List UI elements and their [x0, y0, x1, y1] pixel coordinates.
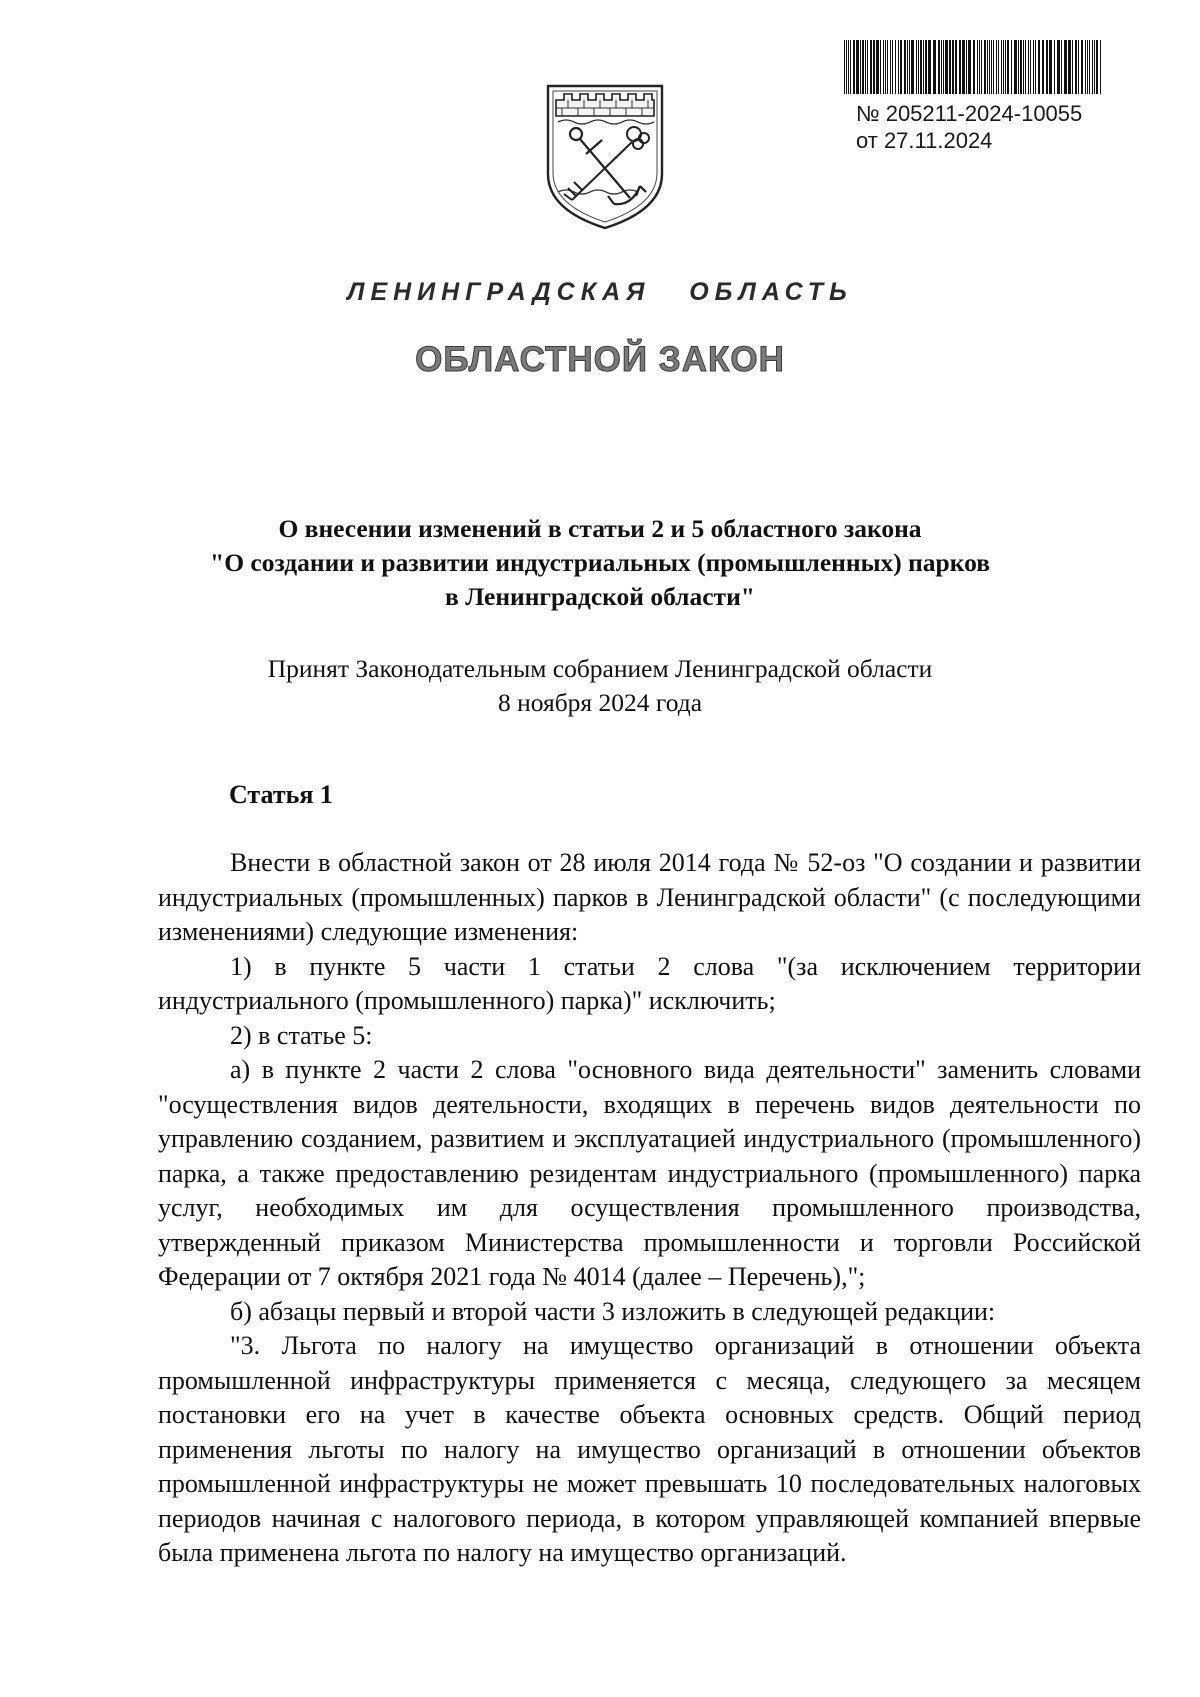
article-paragraph: а) в пункте 2 части 2 слова "основного вида деятельности" заменить словами "осуществления видов деятельности, входящих в перечень видов деятельности по управлению созданием, развитием и эксплуатацией индустриального (промышленного) парка, а также предоставлению резидентам индустриального (промышленного) парка услуг, необходимых им для осуществления промышленного производства, утвержденный приказом Министерства промышленности и торговли Российской Федерации от 7 октября 2021 года № 4014 (далее – Перечень),";	[158, 1055, 1141, 1291]
barcode-image	[842, 40, 1105, 94]
adoption-body: Принят Законодательным собранием Ленинградской области	[267, 654, 933, 683]
document-type: ОБЛАСТНОЙ ЗАКОН	[415, 340, 785, 379]
law-title-line: в Ленинградской области"	[445, 582, 755, 611]
article-paragraph: 1) в пункте 5 части 1 статьи 2 слова "(за исключением территории индустриального (промышленного) парка)" исключить;	[158, 951, 1141, 1015]
article-paragraph: "3. Льгота по налогу на имущество организаций в отношении объекта промышленной инфраструктуры применяется с месяца, следующего за месяцем постановки его на учет в качестве объекта основных средств. Общий период применения льготы по налогу на имущество организаций в отношении объектов промышленной инфраструктуры не может превышать 10 последовательных налоговых периодов начиная с налогового периода, в котором управляющей компанией впервые была применена льгота по налогу на имущество организаций.	[158, 1331, 1141, 1567]
adoption-date: 8 ноября 2024 года	[497, 688, 703, 717]
article-heading: Статья 1	[229, 780, 333, 809]
article-paragraph: Внести в областной закон от 28 июля 2014 года № 52-оз "О создании и развитии индустриальных (промышленных) парков в Ленинградской области" (с последующими изменениями) следующие изменения:	[158, 848, 1141, 946]
law-title-line: "О создании и развитии индустриальных (промышленных) парков	[210, 548, 990, 577]
law-title-line: О внесении изменений в статьи 2 и 5 областного закона	[278, 514, 922, 543]
article-paragraph: 2) в статье 5:	[230, 1020, 373, 1050]
registration-block	[856, 100, 1082, 154]
article-body	[158, 846, 1141, 1571]
registration-date: от 27.11.2024	[856, 128, 993, 153]
article-paragraph: б) абзацы первый и второй части 3 изложить в следующей редакции:	[230, 1296, 996, 1326]
coat-of-arms-emblem	[542, 82, 668, 232]
registration-number: № 205211-2024-10055	[856, 101, 1083, 126]
adoption-note	[100, 652, 1100, 720]
region-name: ЛЕНИНГРАДСКАЯ ОБЛАСТЬ	[347, 278, 853, 306]
law-title	[100, 512, 1100, 614]
